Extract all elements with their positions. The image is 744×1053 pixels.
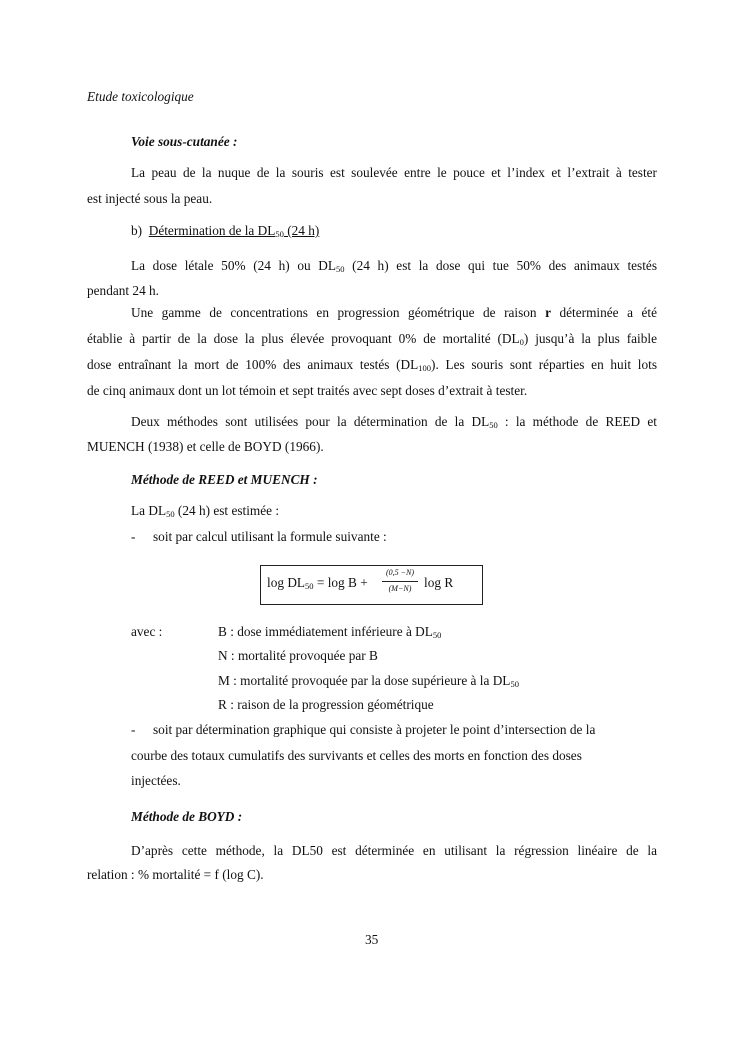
- formula-rhs: log R: [424, 575, 454, 590]
- definition-line2: pendant 24 h.: [87, 283, 160, 298]
- range-line4: de cinq animaux dont un lot témoin et sept traités avec sept doses d’extrait à tester.: [87, 383, 528, 398]
- range-line1: Une gamme de concentrations en progression géométrique de raison r déterminée a été: [131, 305, 657, 320]
- methods-line1: Deux méthodes sont utilisées pour la détermination de la $DL_{50}$ : la méthode de REED et: [131, 414, 657, 430]
- def-n: N : mortalité provoquée par B: [218, 648, 378, 663]
- boyd-line1: D’après cette méthode, la DL50 est déterminée en utilisant la régression linéaire de la: [131, 843, 657, 858]
- subcutaneous-para-line2: est injecté sous la peau.: [87, 191, 213, 206]
- page-number: 35: [365, 932, 379, 947]
- reed-estimate: La $DL_{50}$ (24 h) est estimée :: [131, 503, 280, 519]
- range-line2: établie à partir de la dose la plus élevée provoquant 0% de mortalité $(DL_0)$ jusqu’à la plus faible: [87, 331, 657, 347]
- boyd-line2: relation : % mortalité = f (log C).: [87, 867, 264, 882]
- reed-bullet2-dash: -: [131, 722, 136, 737]
- formula-numerator: (0,5 −N): [385, 568, 415, 577]
- boyd-heading: Méthode de BOYD :: [131, 809, 243, 824]
- methods-line2: MUENCH (1938) et celle de BOYD (1966).: [87, 439, 324, 454]
- reed-bullet2-line1: soit par détermination graphique qui consiste à projeter le point d’intersection de la: [153, 722, 596, 737]
- range-line3: dose entraînant la mort de 100% des animaux testés $(DL_{100})$. Les souris sont réparties en huit lots: [87, 357, 657, 373]
- reed-bullet2-line3: injectées.: [131, 773, 181, 788]
- section-title: Etude toxicologique: [87, 89, 194, 104]
- def-m: M : mortalité provoquée par la dose supérieure à la $DL_{50}$: [218, 673, 519, 689]
- section-b-heading: [131, 223, 319, 239]
- formula-denominator: (M−N): [388, 584, 412, 593]
- reed-heading: Méthode de REED et MUENCH :: [131, 472, 318, 487]
- formula-lhs: $\log DL_{50} = \log B$ +: [267, 575, 368, 591]
- reed-bullet1: soit par calcul utilisant la formule suivante :: [153, 529, 387, 544]
- section-b-title: Détermination de la $DL_{50}$ (24 h): [148, 223, 320, 239]
- avec-label: avec :: [131, 624, 163, 639]
- definition-line1: La dose létale 50% (24 h) ou $DL_{50}$ (24 h) est la dose qui tue 50% des animaux testés: [131, 258, 657, 274]
- subcutaneous-heading: Voie sous-cutanée :: [131, 134, 238, 149]
- reed-bullet1-dash: -: [131, 529, 136, 544]
- reed-bullet2-line2: courbe des totaux cumulatifs des survivants et celles des morts en fonction des doses: [131, 748, 582, 763]
- def-r: R : raison de la progression géométrique: [218, 697, 434, 712]
- def-b: B : dose immédiatement inférieure à $DL_{50}$: [218, 624, 442, 640]
- fraction-bar: [382, 581, 418, 582]
- section-b-marker: b): [131, 223, 143, 238]
- formula-box: [260, 565, 483, 605]
- subcutaneous-para-line1: La peau de la nuque de la souris est soulevée entre le pouce et l’index et l’extrait à tester: [131, 165, 657, 180]
